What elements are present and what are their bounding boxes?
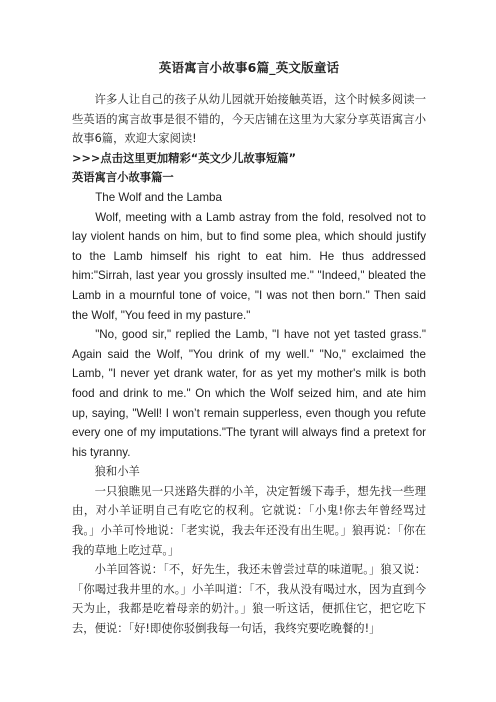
document-title: 英语寓言小故事6篇_英文版童话 xyxy=(158,60,340,75)
more-stories-link[interactable]: >>>点击这里更加精彩“英文少儿故事短篇” xyxy=(72,151,296,165)
chinese-paragraph-2: 小羊回答说：「不，好先生，我还未曾尝过草的味道呢。」狼又说：「你喝过我井里的水。」小羊叫道：「不，我从没有喝过水，因为直到今天为止，我都是吃着母亲的奶汁。」狼一听这话，便抓住它，把它吃下去，便说：「好!即使你驳倒我每一句话，我终究要吃晚餐的!」 xyxy=(72,563,426,636)
english-paragraph-2: "No, good sir," replied the Lamb, "I have not yet tasted grass." Again said the Wolf, "You drink of my well." "No," exclaimed the Lamb, "I never yet drank water, for as yet my mother's milk is both food and drink to me." On which the Wolf seized him, and ate him up, saying, "Well! I won’t remain supperless, even though you refute every one of my imputations."The tyrant will always find a pretext for his tyranny. xyxy=(72,328,426,459)
story-title: The Wolf and the Lamba xyxy=(95,190,222,204)
chinese-story-title: 狼和小羊 xyxy=(94,465,140,479)
chinese-paragraph-1: 一只狼瞧见一只迷路失群的小羊，决定暂缓下毒手，想先找一些理由，对小羊证明自己有吃它的权利。它就说：「小鬼!你去年曾经骂过我。」小羊可怜地说：「老实说，我去年还没有出生呢。」狼再说：「你在我的草地上吃过草。」 xyxy=(72,484,426,557)
intro-paragraph: 许多人让自己的孩子从幼儿园就开始接触英语，这个时候多阅读一些英语的寓言故事是很不错的，今天店铺在这里为大家分享英语寓言小故事6篇，欢迎大家阅读! xyxy=(72,93,426,146)
english-paragraph-1: Wolf, meeting with a Lamb astray from the fold, resolved not to lay violent hands on him, but to find some plea, which should justify to the Lamb himself his right to eat him. He thus addressed him:"Sirrah, last year you grossly insulted me." "Indeed," bleated the Lamb in a mournful tone of voice, "I was not then born." Then said the Wolf, "You feed in my pasture." xyxy=(72,210,426,322)
section-heading: 英语寓言小故事篇一 xyxy=(72,171,174,185)
